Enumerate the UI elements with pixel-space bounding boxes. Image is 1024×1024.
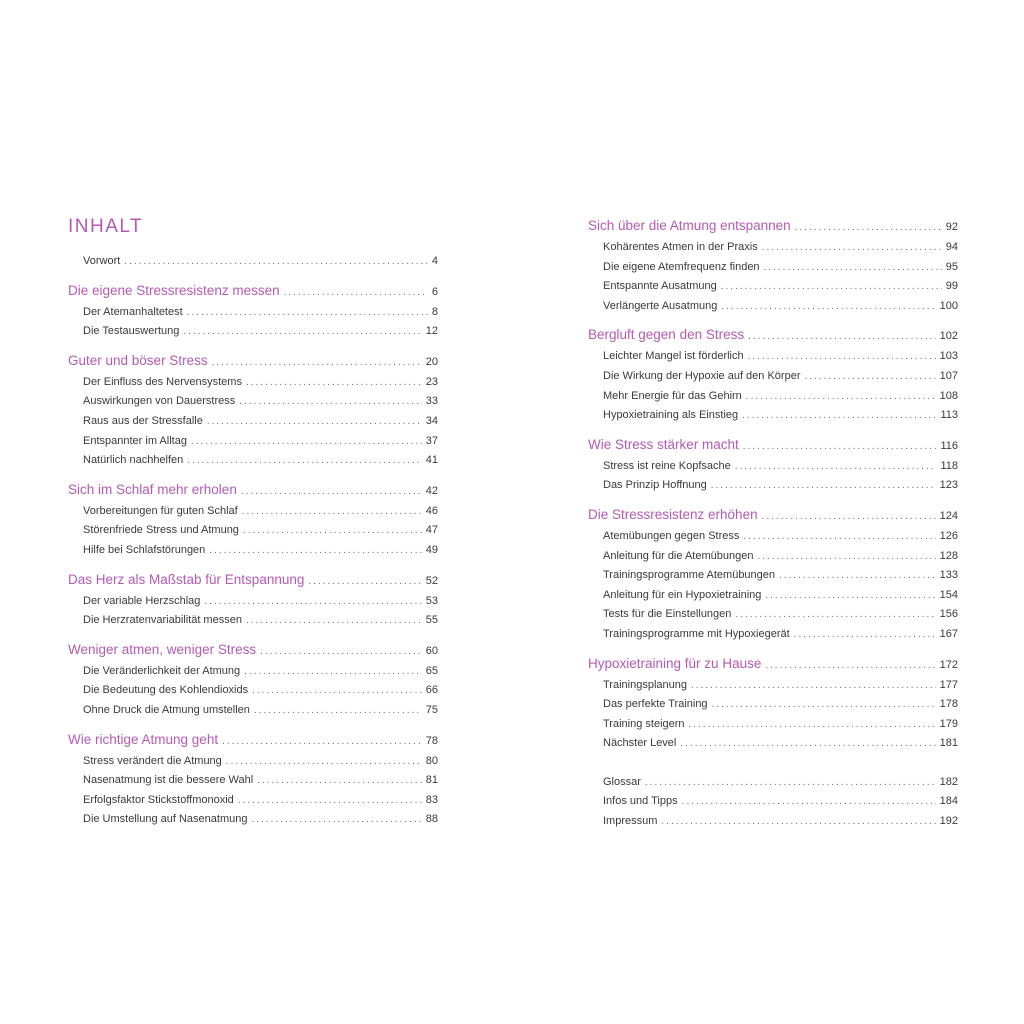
dot-leader [124, 252, 428, 272]
toc-entry-label: Der Atemanhaltetest [83, 305, 183, 318]
toc-chapter-group [588, 505, 958, 645]
toc-page-number: 95 [945, 260, 958, 273]
toc-entry-label: Nächster Level [603, 737, 677, 750]
toc-entry-label: Die Bedeutung des Kohlendioxids [83, 684, 249, 697]
dot-leader [765, 656, 935, 676]
chapter-title: Guter und böser Stress [68, 352, 208, 368]
dot-leader [711, 476, 936, 496]
toc-page-number: 184 [939, 795, 958, 808]
dot-leader [243, 521, 422, 541]
chapter-title: Bergluft gegen den Stress [588, 327, 745, 343]
toc-entry-label: Trainingsprogramme Atemübungen [603, 569, 776, 582]
toc-page-number: 6 [431, 285, 438, 298]
toc-page-number: 167 [939, 627, 958, 640]
dot-leader [743, 437, 937, 457]
toc-entry [68, 322, 438, 342]
toc-entry [68, 611, 438, 631]
toc-entry-label: Die eigene Atemfrequenz finden [603, 260, 760, 273]
toc-page-number: 37 [425, 434, 438, 447]
toc-entry-label: Verlängerte Ausatmung [603, 299, 718, 312]
toc-page-number: 128 [939, 549, 958, 562]
toc-chapter-group [588, 654, 958, 754]
toc-chapter-group [68, 570, 438, 631]
toc-page-number: 124 [939, 509, 958, 522]
toc-entry-label: Hilfe bei Schlafstörungen [83, 543, 206, 556]
toc-entry [68, 791, 438, 811]
toc-entry-preface [68, 252, 438, 272]
toc-page-number: 34 [425, 414, 438, 427]
toc-page-number: 181 [939, 737, 958, 750]
toc-entry-label: Entspannte Ausatmung [603, 280, 717, 293]
toc-entry-label: Das perfekte Training [603, 698, 708, 711]
toc-entry-label: Die Herzratenvariabilität messen [83, 614, 242, 627]
toc-page-number: 55 [425, 614, 438, 627]
toc-entry [588, 625, 958, 645]
dot-leader [661, 812, 935, 832]
toc-entry-label: Trainingsplanung [603, 678, 687, 691]
toc-entry-label: Der Einfluss des Nervensystems [83, 375, 242, 388]
toc-page-number: 33 [425, 395, 438, 408]
toc-entry [588, 258, 958, 278]
toc-page-number: 118 [940, 459, 958, 472]
toc-entry-label: Mehr Energie für das Gehirn [603, 389, 742, 402]
toc-page-number: 179 [939, 717, 958, 730]
toc-left-column [68, 216, 438, 830]
dot-leader [712, 695, 936, 715]
toc-entry [588, 277, 958, 297]
toc-page-number: 8 [431, 305, 438, 318]
toc-page-number: 78 [425, 734, 438, 747]
toc-page-number: 81 [425, 774, 438, 787]
toc-entry [68, 662, 438, 682]
dot-leader [251, 810, 421, 830]
chapter-title: Weniger atmen, weniger Stress [68, 641, 257, 657]
toc-entry [68, 373, 438, 393]
toc-chapter-group [68, 480, 438, 561]
chapter-title: Hypoxietraining für zu Hause [588, 655, 762, 671]
toc-chapter [68, 570, 438, 590]
toc-entry-label: Anleitung für ein Hypoxietraining [603, 588, 762, 601]
dot-leader [680, 734, 935, 754]
toc-left-chapters [68, 281, 438, 830]
dot-leader [682, 792, 936, 812]
toc-entry [588, 695, 958, 715]
toc-chapter [68, 480, 438, 500]
chapter-title: Sich im Schlaf mehr erholen [68, 481, 237, 497]
toc-page-number: 94 [945, 241, 958, 253]
toc-page-number: 107 [939, 369, 958, 382]
toc-page-number: 126 [939, 529, 958, 542]
toc-entry [588, 347, 958, 367]
toc-page-number: 42 [425, 484, 438, 497]
toc-entry [68, 412, 438, 432]
dot-leader [187, 451, 421, 471]
toc-entry [588, 715, 958, 735]
toc-entry [68, 810, 438, 830]
toc-entry [588, 387, 958, 407]
toc-entry-label: Leichter Mangel ist förderlich [603, 350, 744, 363]
dot-leader [689, 715, 936, 735]
toc-chapter-group [68, 730, 438, 830]
toc-heading: INHALT [68, 216, 144, 237]
toc-entry-label: Tests für die Einstellungen [603, 608, 732, 621]
dot-leader [238, 791, 422, 811]
toc-entry [68, 392, 438, 412]
toc-entry [588, 605, 958, 625]
toc-entry [68, 752, 438, 772]
dot-leader [746, 387, 936, 407]
toc-page-number: 65 [425, 664, 438, 677]
dot-leader [743, 527, 935, 547]
dot-leader [762, 238, 942, 258]
dot-leader [252, 681, 422, 701]
toc-entry [68, 502, 438, 522]
dot-leader [691, 676, 936, 696]
toc-page-number: 116 [940, 439, 958, 452]
toc-entry [588, 367, 958, 387]
toc-entry [68, 541, 438, 561]
toc-page-number: 154 [939, 588, 958, 601]
toc-entry [68, 303, 438, 323]
toc-page-number: 41 [425, 454, 438, 467]
toc-entry-label: Training steigern [603, 717, 685, 730]
toc-entry-label: Das Prinzip Hoffnung [603, 479, 707, 492]
toc-page-number: 20 [425, 355, 438, 368]
dot-leader [748, 327, 936, 347]
toc-entry [68, 771, 438, 791]
toc-page-number: 75 [425, 703, 438, 716]
toc-chapter [68, 730, 438, 750]
toc-entry-label: Trainingsprogramme mit Hypoxiegerät [603, 627, 790, 640]
toc-page-number: 177 [939, 678, 958, 691]
dot-leader [257, 771, 422, 791]
toc-entry-label: Kohärentes Atmen in der Praxis [603, 241, 758, 253]
toc-page-number: 60 [425, 644, 438, 657]
toc-appendix [588, 773, 958, 832]
dot-leader [645, 773, 936, 793]
dot-leader [187, 303, 428, 323]
toc-page-number: 178 [939, 698, 958, 711]
dot-leader [207, 412, 422, 432]
dot-leader [308, 572, 421, 592]
toc-page-number: 192 [939, 815, 958, 828]
toc-page-number: 182 [939, 775, 958, 788]
dot-leader [191, 432, 422, 452]
toc-chapter [68, 640, 438, 660]
toc-entry-label: Der variable Herzschlag [83, 594, 201, 607]
dot-leader [209, 541, 421, 561]
toc-chapter-group [68, 640, 438, 721]
toc-entry-label: Die Testauswertung [83, 325, 180, 338]
toc-entry-label: Stress verändert die Atmung [83, 754, 222, 767]
toc-page-number: 100 [939, 299, 958, 312]
dot-leader [204, 592, 421, 612]
dot-leader [244, 662, 422, 682]
toc-chapter [68, 281, 438, 301]
toc-chapter-group [588, 435, 958, 496]
toc-chapter [588, 216, 958, 236]
toc-page-number: 46 [425, 504, 438, 517]
toc-entry [68, 701, 438, 721]
dot-leader [765, 586, 935, 606]
dot-leader [735, 457, 937, 477]
toc-page-number: 113 [940, 409, 958, 422]
toc-entry [588, 406, 958, 426]
toc-chapter [588, 325, 958, 345]
toc-page-number: 66 [425, 684, 438, 697]
toc-appendix-entry [588, 773, 958, 793]
toc-chapter-group [68, 281, 438, 342]
toc-page-number: 123 [939, 479, 958, 492]
dot-leader [254, 701, 422, 721]
dot-leader [242, 502, 422, 522]
dot-leader [757, 547, 935, 567]
toc-page-number: 103 [939, 350, 958, 363]
toc-entry-label: Glossar [603, 775, 641, 788]
toc-entry-label: Die Umstellung auf Nasenatmung [83, 813, 248, 826]
toc-chapter [68, 351, 438, 371]
toc-appendix-entry [588, 792, 958, 812]
dot-leader [794, 625, 936, 645]
toc-entry-label: Erfolgsfaktor Stickstoffmonoxid [83, 793, 234, 806]
dot-leader [762, 507, 936, 527]
dot-leader [795, 218, 942, 238]
dot-leader [721, 297, 935, 317]
toc-page-number: 108 [939, 389, 958, 402]
toc-page-number: 92 [945, 221, 958, 233]
toc-entry [68, 681, 438, 701]
chapter-title: Das Herz als Maßstab für Entspannung [68, 571, 305, 587]
dot-leader [735, 605, 935, 625]
toc-appendix-spacer [588, 754, 958, 773]
toc-entry-label: Entspannter im Alltag [83, 434, 187, 447]
dot-leader [742, 406, 936, 426]
toc-chapter [588, 654, 958, 674]
toc-right-column [588, 216, 958, 832]
toc-entry [68, 521, 438, 541]
toc-page-number: 53 [425, 594, 438, 607]
toc-entry [588, 566, 958, 586]
toc-entry-label: Hypoxietraining als Einstieg [603, 409, 739, 422]
toc-page-number: 172 [939, 658, 958, 671]
toc-page-number: 52 [425, 574, 438, 587]
chapter-title: Die Stressresistenz erhöhen [588, 506, 758, 522]
toc-chapter [588, 505, 958, 525]
toc-entry [588, 297, 958, 317]
dot-leader [246, 611, 422, 631]
dot-leader [246, 373, 422, 393]
toc-right-chapters [588, 216, 958, 754]
dot-leader [260, 642, 422, 662]
toc-entry-label: Die Veränderlichkeit der Atmung [83, 664, 241, 677]
toc-entry [588, 238, 958, 258]
toc-page-number: 80 [425, 754, 438, 767]
chapter-title: Wie richtige Atmung geht [68, 731, 219, 747]
toc-entry-label: Die Wirkung der Hypoxie auf den Körper [603, 369, 801, 382]
toc-entry-label: Ohne Druck die Atmung umstellen [83, 703, 250, 716]
toc-page-number: 23 [425, 375, 438, 388]
toc-entry-label: Stress ist reine Kopfsache [603, 459, 731, 472]
toc-entry [588, 676, 958, 696]
dot-leader [284, 283, 428, 303]
toc-entry-label: Anleitung für die Atemübungen [603, 549, 754, 562]
toc-page-number: 156 [939, 608, 958, 621]
toc-page-number: 4 [431, 255, 438, 267]
dot-leader [222, 732, 422, 752]
toc-page-number: 49 [425, 543, 438, 556]
toc-chapter-group [588, 325, 958, 425]
chapter-title: Wie Stress stärker macht [588, 436, 739, 452]
dot-leader [779, 566, 936, 586]
toc-chapter-group [588, 216, 958, 316]
toc-chapter [588, 435, 958, 455]
dot-leader [239, 392, 422, 412]
toc-page-number: 102 [939, 330, 958, 343]
toc-entry [68, 592, 438, 612]
toc-page-number: 133 [939, 569, 958, 582]
toc-entry [68, 432, 438, 452]
dot-leader [183, 322, 421, 342]
toc-entry [588, 527, 958, 547]
toc-page-number: 83 [425, 793, 438, 806]
toc-appendix-entry [588, 812, 958, 832]
toc-entry-label: Impressum [603, 815, 658, 828]
toc-entry-label: Atemübungen gegen Stress [603, 529, 740, 542]
toc-entry [588, 586, 958, 606]
toc-entry-label: Raus aus der Stressfalle [83, 414, 203, 427]
toc-page-number: 88 [425, 813, 438, 826]
toc-entry-label: Vorbereitungen für guten Schlaf [83, 504, 238, 517]
toc-chapter-group [68, 351, 438, 471]
toc-entry-label: Vorwort [83, 255, 121, 267]
toc-entry [588, 734, 958, 754]
chapter-title: Die eigene Stressresistenz messen [68, 282, 280, 298]
toc-entry-label: Natürlich nachhelfen [83, 454, 184, 467]
toc-page-number: 47 [425, 524, 438, 537]
toc-entry [68, 451, 438, 471]
toc-entry-label: Sich über die Atmung entspannen [588, 218, 791, 233]
toc-entry-label: Nasenatmung ist die bessere Wahl [83, 774, 254, 787]
toc-page-number: 99 [945, 280, 958, 293]
toc-entry-label: Infos und Tipps [603, 795, 678, 808]
dot-leader [804, 367, 935, 387]
toc-page-number: 12 [425, 325, 438, 338]
dot-leader [764, 258, 942, 278]
dot-leader [721, 277, 942, 297]
dot-leader [748, 347, 936, 367]
dot-leader [241, 482, 422, 502]
toc-entry-label: Störenfriede Stress und Atmung [83, 524, 239, 537]
toc-entry-label: Auswirkungen von Dauerstress [83, 395, 236, 408]
toc-entry [588, 476, 958, 496]
toc-entry [588, 547, 958, 567]
dot-leader [212, 353, 422, 373]
toc-entry [588, 457, 958, 477]
dot-leader [226, 752, 422, 772]
